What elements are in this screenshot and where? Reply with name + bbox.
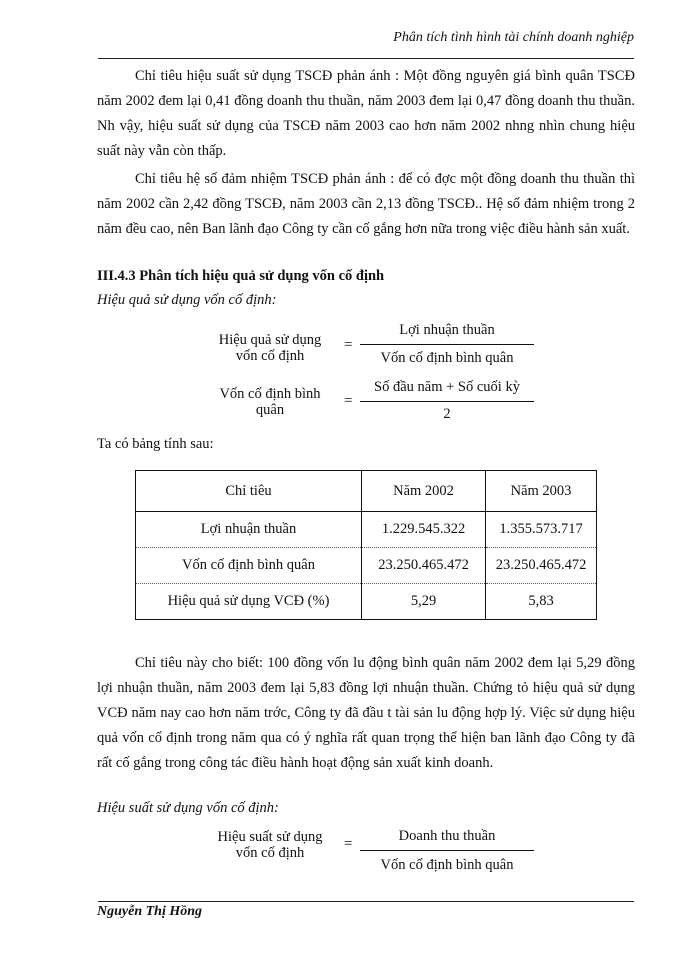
subtitle-fixed-capital-productivity: Hiệu suất sử dụng vốn cố định: xyxy=(97,800,279,816)
formula1-label xyxy=(200,332,340,364)
header-rule xyxy=(98,58,634,59)
table-intro: Ta có bảng tính sau: xyxy=(97,436,214,452)
paragraph-tscd-efficiency: Chỉ tiêu hiệu suất sử dụng TSCĐ phản ánh : Một đồng nguyên giá bình quân TSCĐ năm 2002 đem lại 0,41 đồng doanh thu thuần, năm 2003 đem lại 0,47 đồng doanh thu thuần. Nh vậy, hiệu suất sử dụng của TSCĐ năm 2003 cao hơn năm 2002 nhng nhìn chung hiệu suất này vẫn còn thấp. xyxy=(97,68,635,159)
subtitle-fixed-capital-effectiveness: Hiệu quả sử dụng vốn cố định: xyxy=(97,292,277,308)
formula3-label-line2: vốn cố định xyxy=(235,845,305,861)
formula1-equals: = xyxy=(344,337,353,353)
formula2-label-line2: quân xyxy=(255,402,285,418)
table-cell: 23.250.465.472 xyxy=(486,548,597,584)
footer-rule xyxy=(98,901,634,902)
formula2-denominator: 2 xyxy=(443,406,451,422)
table-header-row xyxy=(136,471,597,512)
formula3-numerator: Doanh thu thuần xyxy=(398,828,496,844)
table-cell: Vốn cố định bình quân xyxy=(136,548,362,584)
paragraph-vcd-conclusion: Chỉ tiêu này cho biết: 100 đồng vốn lu động bình quân năm 2002 đem lại 5,29 đồng lợi nhuận thuần, năm 2003 đem lại 5,83 đồng lợi nhuận thuần. Chứng tỏ hiệu quả sử dụng VCĐ năm nay cao hơn năm trớc, Công ty đã đầu t tài sản lu động hợp lý. Việc sử dụng hiệu quả vốn cố định trong năm qua có ý nghĩa rất quan trọng thể hiện ban lãnh đạo Công ty đã rất cố gắng trong công tác điều hành hoạt động sản xuất kinh doanh. xyxy=(97,655,635,771)
formula2-equals: = xyxy=(344,393,353,409)
table-cell: Lợi nhuận thuần xyxy=(136,512,362,548)
section-heading: III.4.3 Phân tích hiệu quả sử dụng vốn cố định xyxy=(97,268,385,284)
table-header-cell: Chỉ tiêu xyxy=(136,471,362,512)
fixed-capital-table xyxy=(135,470,597,620)
formula2-fraction-bar xyxy=(360,401,534,402)
table-row xyxy=(136,584,597,620)
table-cell: 5,29 xyxy=(362,584,486,620)
table-header-cell: Năm 2003 xyxy=(486,471,597,512)
formula1-numerator: Lợi nhuận thuần xyxy=(399,322,495,338)
table-cell: 5,83 xyxy=(486,584,597,620)
formula1-label-line2: vốn cố định xyxy=(235,348,305,364)
formula1-fraction-bar xyxy=(360,344,534,345)
formula2-numerator: Số đầu năm + Số cuối kỳ xyxy=(374,379,520,395)
table-row xyxy=(136,548,597,584)
formula3-label xyxy=(200,829,340,861)
table-cell: 23.250.465.472 xyxy=(362,548,486,584)
formula3-denominator: Vốn cố định bình quân xyxy=(380,857,514,873)
formula1-label-line1: Hiệu quả sử dụng xyxy=(218,332,322,348)
footer-author: Nguyễn Thị Hồng xyxy=(97,904,203,919)
paragraph-tscd-coefficient: Chỉ tiêu hệ số đảm nhiệm TSCĐ phản ánh : để có đợc một đồng doanh thu thuần thì năm 2002 cần 2,42 đồng TSCĐ, năm 2003 cần 2,13 đồng TSCĐ.. Hệ số đảm nhiệm trong 2 năm đều cao, nên Ban lãnh đạo Công ty cần cố gắng hơn nữa trong việc điều hành sản xuất. xyxy=(97,171,635,237)
formula2-label xyxy=(200,386,340,418)
table-cell: 1.355.573.717 xyxy=(486,512,597,548)
running-header: Phân tích tình hình tài chính doanh nghiệp xyxy=(393,30,634,45)
formula2-label-line1: Vốn cố định bình xyxy=(219,386,321,402)
table-header-cell: Năm 2002 xyxy=(362,471,486,512)
table-row xyxy=(136,512,597,548)
table-cell: 1.229.545.322 xyxy=(362,512,486,548)
formula3-equals: = xyxy=(344,836,353,852)
formula3-label-line1: Hiệu suất sử dụng xyxy=(217,829,323,845)
table-cell: Hiệu quả sử dụng VCĐ (%) xyxy=(136,584,362,620)
formula3-fraction-bar xyxy=(360,850,534,851)
formula1-denominator: Vốn cố định bình quân xyxy=(380,350,514,366)
